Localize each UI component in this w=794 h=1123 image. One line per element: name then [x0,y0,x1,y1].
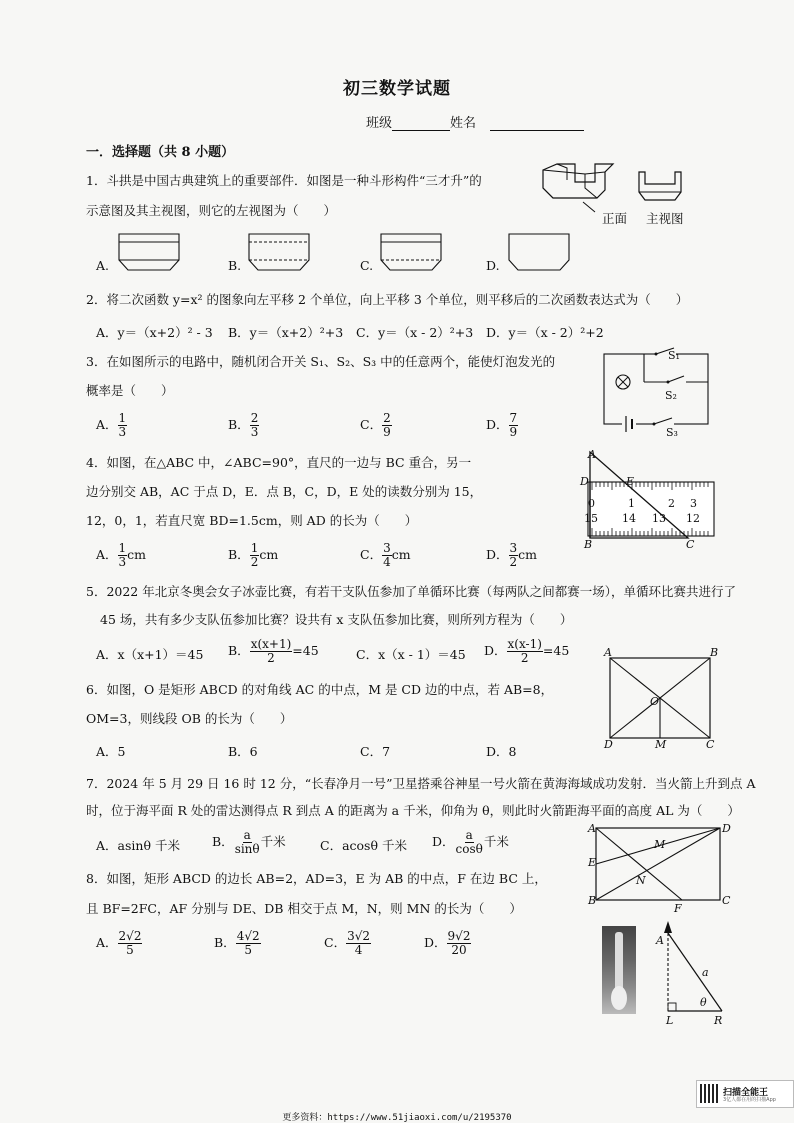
q7-option-b: B． $\frac{a}{\sin\theta}$ 千米 [212,828,286,856]
q4-line-3: 12，0，1，若直尺宽 BD=1.5cm，则 AD 的长为（ ） [86,513,418,528]
q6-option-c: C．7 [360,744,391,759]
class-blank [392,116,450,131]
q7-option-d: D． $\frac{a}{\cos\theta}$ 千米 [432,828,509,856]
q8-option-b: B． $\frac{4√2}{5}$ [214,929,260,957]
q8-label-d: D [722,822,731,835]
q4-line-2: 边分别交 AB，AC 于点 D，E．点 B，C，D，E 处的读数分别为 15， [86,484,483,499]
q4-tick-0: 0 [588,497,595,510]
q7-label-theta: θ [700,996,707,1009]
q8-line-2: 且 BF=2FC，AF 分别与 DE、DB 相交于点 M，N，则 MN 的长为（ ） [86,901,522,916]
q6-option-d: D．8 [486,744,517,759]
footer-link[interactable]: 更多资料：https://www.51jiaoxi.com/u/2195370 [282,1113,512,1123]
q4-option-c: C． $\frac{3}{4}$ cm [360,541,411,569]
q2-option-a: A．y＝（x+2）² - 3 [96,325,213,340]
q3-line-1: 3．在如图所示的电路中，随机闭合开关 S₁、S₂、S₃ 中的任意两个，能使灯泡发光的 [86,354,556,369]
q7-rocket-photo [602,926,636,1014]
q3-label-s1: S₁ [668,349,680,362]
q4-tick-13: 13 [652,512,666,525]
q3-option-c: C． $\frac{2}{9}$ [360,411,391,439]
q1-option-b-figure [246,232,312,272]
q2-line-1: 2．将二次函数 y=x² 的图象向左平移 2 个单位，向上平移 3 个单位，则平移后的二次函数表达式为（ ） [86,292,689,307]
q5-line-2: 45 场，共有多少支队伍参加比赛？设共有 x 支队伍参加比赛，则所列方程为（ ） [100,612,573,627]
q6-rectangle-figure [600,650,720,746]
q8-label-c: C [722,894,731,907]
q3-label-s3: S₃ [666,426,678,439]
q5-option-a: A．x（x+1）＝45 [96,647,204,662]
q3-line-2: 概率是（ ） [86,383,174,398]
q6-option-a: A．5 [96,744,126,759]
q2-option-c: C．y＝（x - 2）²+3 [356,325,474,340]
page-title: 初三数学试题 [343,79,451,99]
q8-label-a: A [588,822,596,835]
q6-line-1: 6．如图，O 是矩形 ABCD 的对角线 AC 的中点，M 是 CD 边的中点，若 AB=8， [86,682,554,697]
q5-option-d: D． $\frac{x(x-1)}{2}$ =45 [484,637,570,665]
q8-option-d: D． $\frac{9√2}{20}$ [424,929,471,957]
q8-label-f: F [674,902,682,915]
q6-label-d: D [604,738,613,751]
q8-label-n: N [636,874,646,887]
class-label: 班级 [366,116,393,131]
q4-ruler-figure [578,448,718,552]
q8-label-m: M [654,838,666,851]
q6-option-b: B．6 [228,744,258,759]
q6-label-b: B [710,646,719,659]
name-blank [490,116,584,131]
q6-label-a: A [604,646,612,659]
q4-option-d: D． $\frac{3}{2}$ cm [486,541,538,569]
q1-front-label: 正面 [602,211,628,226]
q4-label-b: B [584,538,593,551]
q7-label-a: A [656,934,664,947]
q1-option-d-figure [506,232,572,272]
q4-tick-3: 3 [690,497,697,510]
q5-option-c: C．x（x - 1）＝45 [356,647,466,662]
q4-tick-2: 2 [668,497,675,510]
q7-option-c: C．acosθ 千米 [320,838,407,853]
q1-option-d: D. [486,258,500,273]
section-title: 一．选择题（共 8 小题） [86,145,235,160]
q6-label-o: O [650,695,660,708]
q4-tick-14: 14 [622,512,636,525]
q3-option-a: A． $\frac{1}{3}$ [96,411,127,439]
q3-option-b: B． $\frac{2}{3}$ [228,411,259,439]
q8-label-e: E [588,856,597,869]
q7-triangle-figure [650,915,730,1027]
q4-option-a: A． $\frac{1}{3}$ cm [96,541,147,569]
q4-label-d: D [580,475,589,488]
q4-line-1: 4．如图，在△ABC 中，∠ABC=90°，直尺的一边与 BC 重合，另一 [86,455,472,470]
q1-mainview-label: 主视图 [646,211,684,226]
q2-option-d: D．y＝（x - 2）²+2 [486,325,604,340]
q2-option-b: B．y＝（x+2）²+3 [228,325,344,340]
q6-label-c: C [706,738,715,751]
q8-option-a: A． $\frac{2√2}{5}$ [96,929,142,957]
q7-line-2: 时，位于海平面 R 处的雷达测得点 R 到点 A 的距离为 a 千米，仰角为 θ，则此时火箭距海平面的高度 AL 为（ ） [86,803,740,818]
q8-rectangle-figure [588,820,731,907]
q1-option-c: C. [360,258,374,273]
q1-line-1: 1．斗拱是中国古典建筑上的重要部件．如图是一种斗形构件“三才升”的 [86,173,482,188]
scanner-badge [696,1080,794,1108]
q4-option-b: B． $\frac{1}{2}$ cm [228,541,279,569]
q4-label-a: A [588,448,596,461]
q7-line-1: 7．2024 年 5 月 29 日 16 时 12 分，“长春净月一号”卫星搭乘谷神星一号火箭在黄海海域成功发射．当火箭上升到点 A [86,776,756,791]
name-label: 姓名 [450,116,477,131]
q4-tick-12: 12 [686,512,700,525]
scanner-sub: 3亿人都在用的扫描App [723,1097,776,1103]
q8-label-b: B [588,894,597,907]
q3-circuit-figure [598,344,718,436]
q7-label-a-length: a [702,966,709,979]
q5-option-b: B． $\frac{x(x+1)}{2}$ =45 [228,637,319,665]
scanner-brand: 扫描全能王 [723,1088,769,1098]
q1-line-2: 示意图及其主视图，则它的左视图为（ ） [86,203,337,218]
q5-line-1: 5．2022 年北京冬奥会女子冰壶比赛，有若干支队伍参加了单循环比赛（每两队之间都赛一场），单循环比赛共进行了 [86,584,736,599]
q8-option-c: C． $\frac{3√2}{4}$ [324,929,370,957]
q7-label-r: R [714,1014,723,1027]
q4-tick-15: 15 [584,512,598,525]
q1-option-b: B. [228,258,242,273]
q3-label-s2: S₂ [665,389,677,402]
q6-line-2: OM=3，则线段 OB 的长为（ ） [86,711,293,726]
q1-option-a: A. [96,258,110,273]
q3-option-d: D． $\frac{7}{9}$ [486,411,518,439]
q1-option-a-figure [116,232,182,272]
q7-label-l: L [666,1014,674,1027]
q1-option-c-figure [378,232,444,272]
class-name-line [366,112,584,131]
q6-label-m: M [655,738,667,751]
q4-label-e: E [626,475,635,488]
q4-tick-1: 1 [628,497,635,510]
qr-code-icon [700,1084,719,1103]
q8-line-1: 8．如图，矩形 ABCD 的边长 AB=2，AD=3，E 为 AB 的中点，F 在边 BC 上， [86,871,547,886]
q4-label-c: C [686,538,695,551]
q7-option-a: A．asinθ 千米 [96,838,180,853]
